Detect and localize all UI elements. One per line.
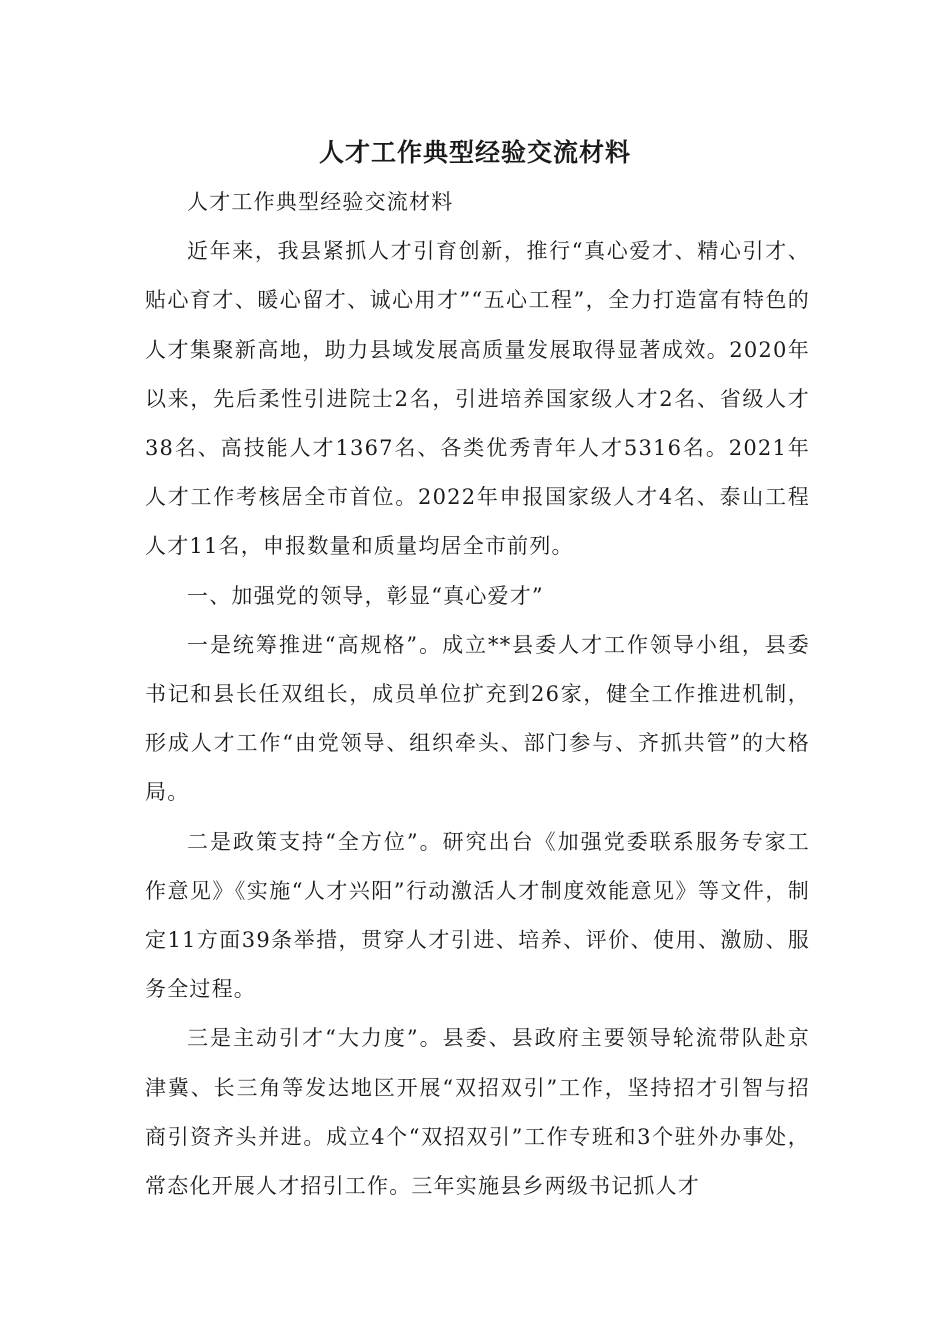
point-two-paragraph: 二是政策支持“全方位”。研究出台《加强党委联系服务专家工作意见》《实施“人才兴阳”行动激活人才制度效能意见》等文件，制定11方面39条举措，贯穿人才引进、培养、评价、使用、激励、服务全过程。 xyxy=(145,829,810,1002)
intro-paragraph: 近年来，我县紧抓人才引育创新，推行“真心爱才、精心引才、贴心育才、暖心留才、诚心用才”“五心工程”，全力打造富有特色的人才集聚新高地，助力县域发展高质量发展取得显著成效。2020年以来，先后柔性引进院士2名，引进培养国家级人才2名、省级人才38名、高技能人才1367名、各类优秀青年人才5316名。2021年人才工作考核居全市首位。2022年申报国家级人才4名、泰山工程人才11名，申报数量和质量均居全市前列。 xyxy=(145,239,810,559)
point-one-paragraph: 一是统筹推进“高规格”。成立**县委人才工作领导小组，县委书记和县长任双组长，成员单位扩充到26家，健全工作推进机制，形成人才工作“由党领导、组织牵头、部门参与、齐抓共管”的大格局。 xyxy=(145,632,810,805)
document-body xyxy=(145,178,810,1211)
point-three-paragraph: 三是主动引才“大力度”。县委、县政府主要领导轮流带队赴京津冀、长三角等发达地区开展“双招双引”工作，坚持招才引智与招商引资齐头并进。成立4个“双招双引”工作专班和3个驻外办事处，常态化开展人才招引工作。三年实施县乡两级书记抓人才 xyxy=(145,1026,810,1199)
document-title: 人才工作典型经验交流材料 xyxy=(318,138,631,167)
subtitle-paragraph: 人才工作典型经验交流材料 xyxy=(187,190,454,214)
section-heading: 一、加强党的领导，彰显“真心爱才” xyxy=(187,583,544,608)
